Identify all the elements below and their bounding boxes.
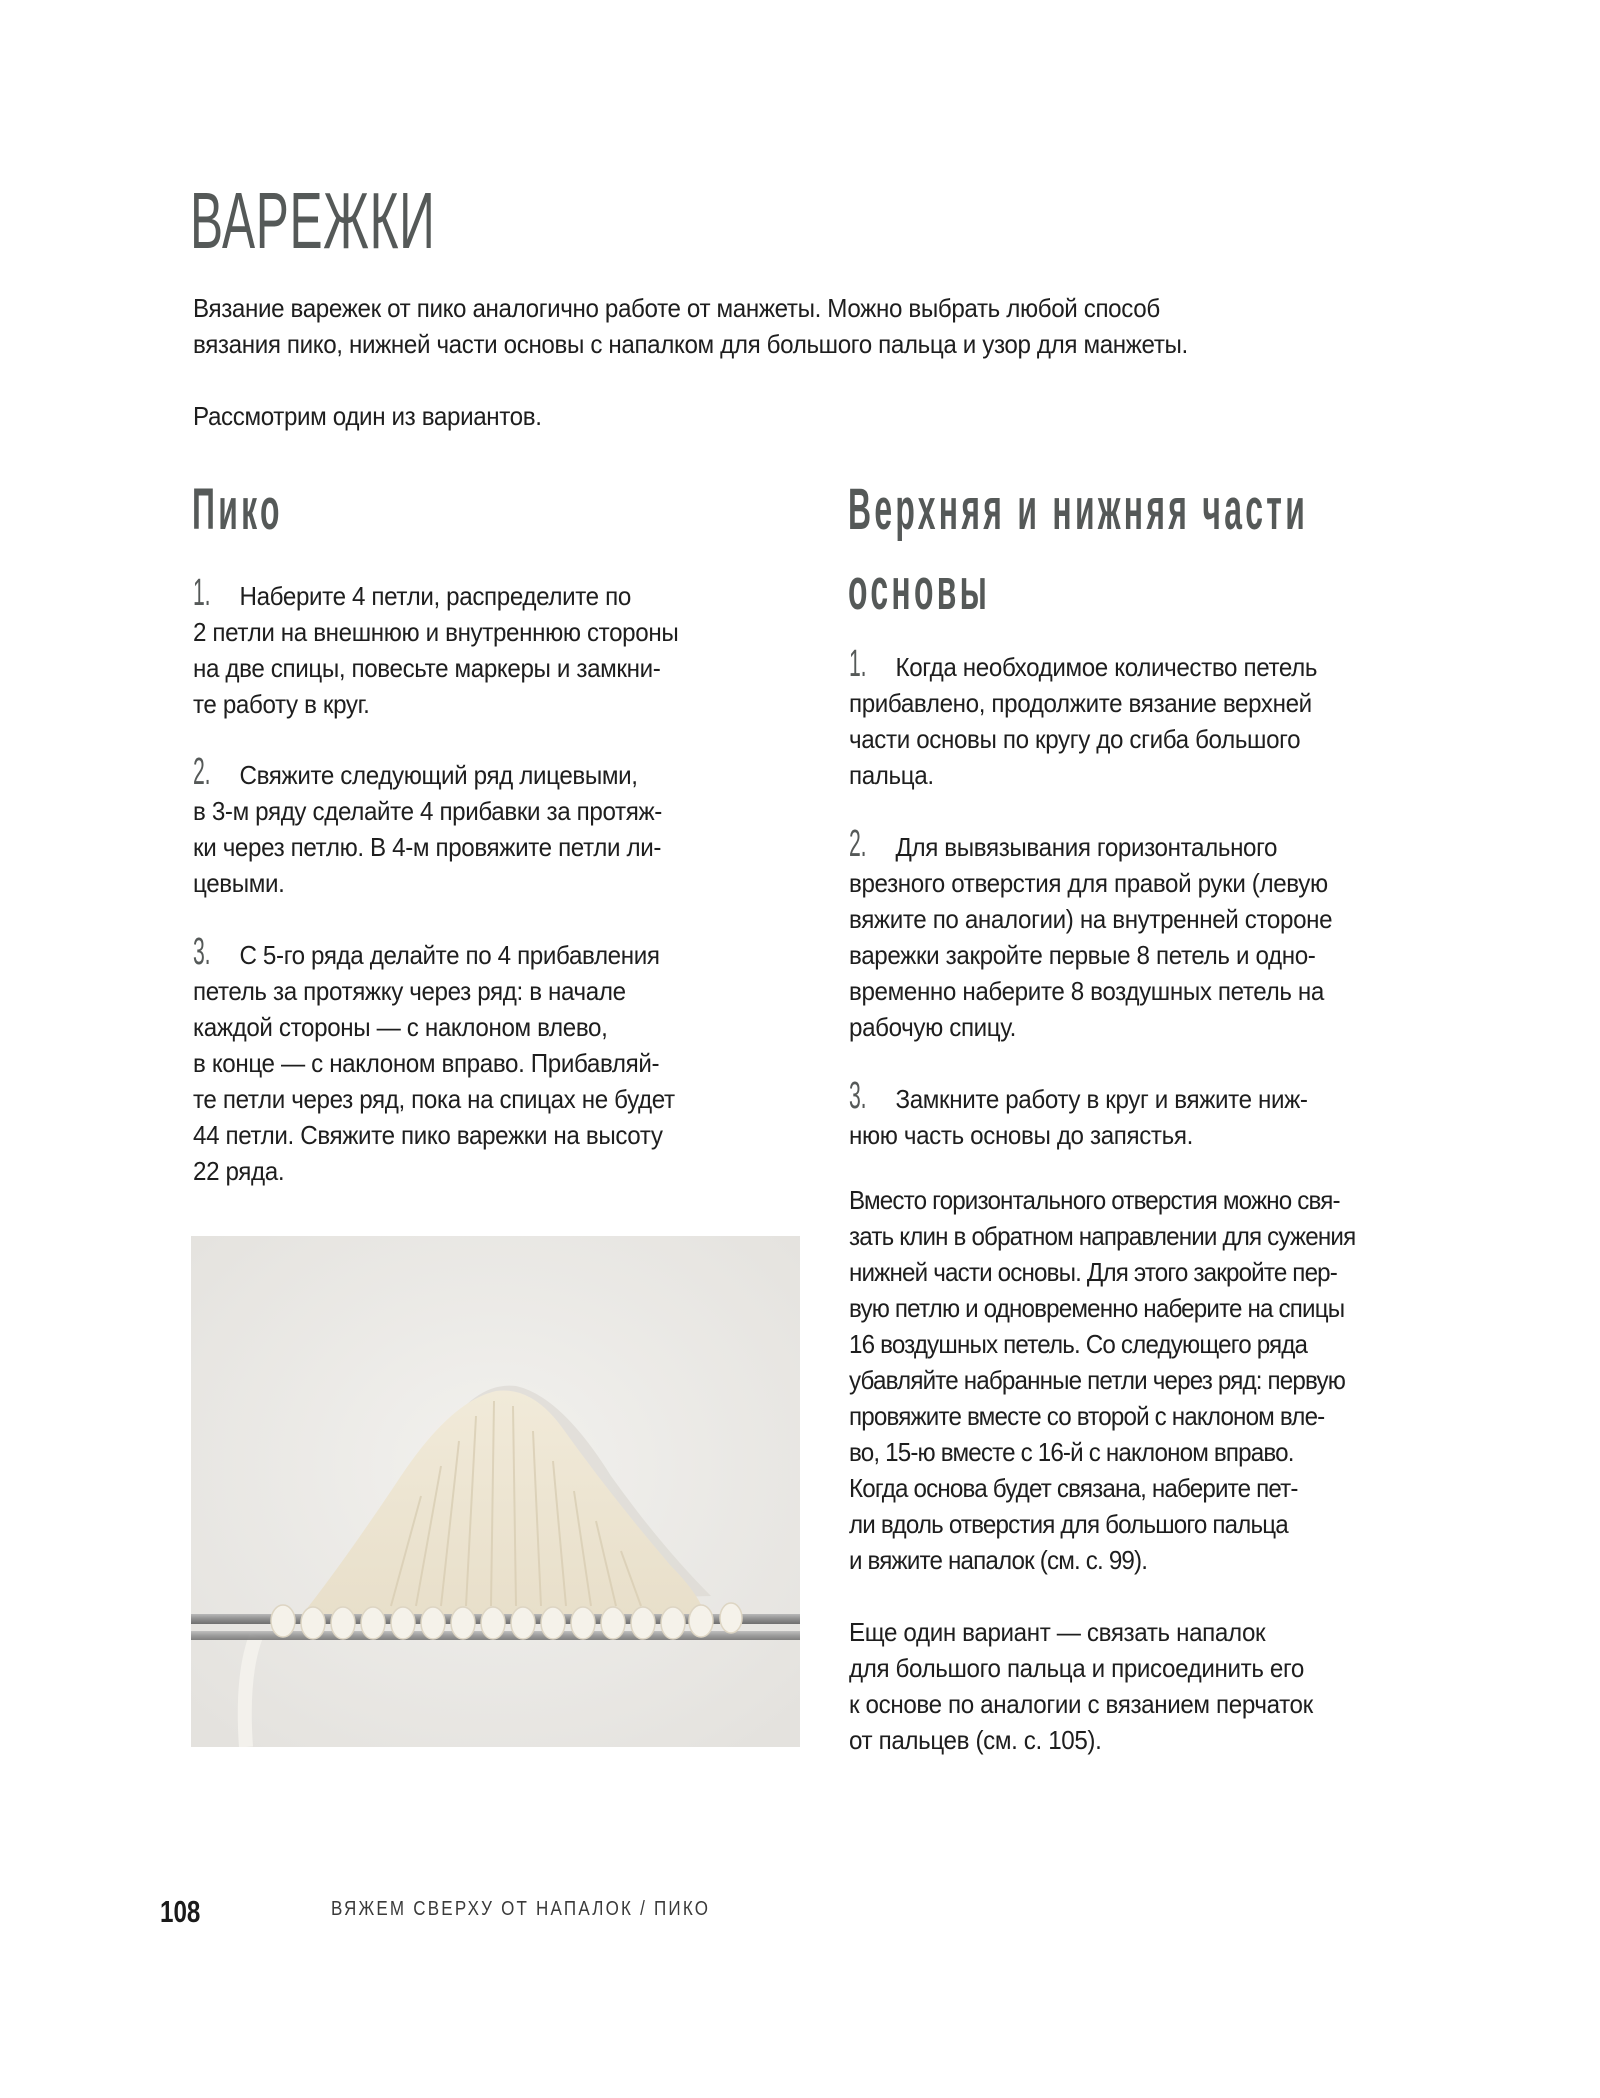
step-3-right xyxy=(849,1075,1342,1153)
step-text: ки через петлю. В 4-м провяжите петли ли- xyxy=(193,832,662,862)
knitting-photo xyxy=(191,1236,800,1747)
intro-line: вязания пико, нижней части основы с напалком для большого пальца и узор для манжеты. xyxy=(193,329,1188,359)
another-variant-paragraph xyxy=(849,1614,1348,1758)
step-number: 2. xyxy=(849,823,867,865)
step-text: Когда необходимое количество петель xyxy=(895,652,1318,682)
step-text: вяжите по аналогии) на внутренней стороне xyxy=(849,904,1333,934)
step-text: в конце — с наклоном вправо. Прибавляй- xyxy=(193,1048,660,1078)
step-text: 22 ряда. xyxy=(193,1156,285,1186)
step-text: Свяжите следующий ряд лицевыми, xyxy=(239,760,638,790)
step-text: 44 петли. Свяжите пико варежки на высоту xyxy=(193,1120,663,1150)
step-number: 2. xyxy=(193,751,211,793)
text-line: 16 воздушных петель. Со следующего ряда xyxy=(849,1329,1308,1359)
text-line: провяжите вместе со второй с наклоном вле- xyxy=(849,1401,1325,1431)
step-text: Для вывязывания горизонтального xyxy=(895,832,1278,862)
text-line: зать клин в обратном направлении для сужения xyxy=(849,1221,1356,1251)
text-line: вую петлю и одновременно наберите на спицы xyxy=(849,1293,1345,1323)
section-heading-base xyxy=(848,470,1308,630)
text-line: во, 15-ю вместе с 16-й с наклоном вправо. xyxy=(849,1437,1294,1467)
step-number: 1. xyxy=(193,572,211,614)
step-text: 2 петли на внешнюю и внутреннюю стороны xyxy=(193,617,679,647)
step-number: 1. xyxy=(849,643,867,685)
step-text: петель за протяжку через ряд: в начале xyxy=(193,976,626,1006)
page-title: ВАРЕЖКИ xyxy=(190,176,436,265)
text-line: и вяжите напалок (см. с. 99). xyxy=(849,1545,1148,1575)
step-text: варежки закройте первые 8 петель и одно- xyxy=(849,940,1316,970)
text-line: от пальцев (см. с. 105). xyxy=(849,1725,1102,1755)
step-text: в 3-м ряду сделайте 4 прибавки за протяж- xyxy=(193,796,662,826)
step-number: 3. xyxy=(193,931,211,973)
text-line: Когда основа будет связана, наберите пет- xyxy=(849,1473,1298,1503)
step-text: Замкните работу в круг и вяжите ниж- xyxy=(895,1084,1308,1114)
step-text: цевыми. xyxy=(193,868,285,898)
step-text: пальца. xyxy=(849,760,934,790)
step-text: каждой стороны — с наклоном влево, xyxy=(193,1012,608,1042)
text-line: для большого пальца и присоединить его xyxy=(849,1653,1304,1683)
step-text: части основы по кругу до сгиба большого xyxy=(849,724,1301,754)
heading-line: Верхняя и нижняя части xyxy=(848,477,1309,542)
step-2-right xyxy=(849,823,1369,1045)
step-number: 3. xyxy=(849,1075,867,1117)
heading-line: основы xyxy=(848,557,991,622)
step-text: на две спицы, повесьте маркеры и замкни- xyxy=(193,653,661,683)
intro-line: Рассмотрим один из вариантов. xyxy=(193,401,542,431)
intro-paragraph xyxy=(193,290,1263,362)
step-text: те петли через ряд, пока на спицах не будет xyxy=(193,1084,675,1114)
step-2-left xyxy=(193,751,697,901)
intro-line: Вязание варежек от пико аналогично работе от манжеты. Можно выбрать любой способ xyxy=(193,293,1160,323)
text-line: ли вдоль отверстия для большого пальца xyxy=(849,1509,1288,1539)
step-1-right xyxy=(849,643,1352,793)
text-line: Еще один вариант — связать напалок xyxy=(849,1617,1266,1647)
intro-paragraph-2 xyxy=(193,398,568,434)
step-3-left xyxy=(193,931,711,1189)
step-text: рабочую спицу. xyxy=(849,1012,1016,1042)
text-line: нижней части основы. Для этого закройте пер- xyxy=(849,1257,1338,1287)
text-line: Вместо горизонтального отверстия можно свя- xyxy=(849,1185,1340,1215)
step-text: врезного отверстия для правой руки (левую xyxy=(849,868,1328,898)
text-line: к основе по аналогии с вязанием перчаток xyxy=(849,1689,1313,1719)
step-text: С 5-го ряда делайте по 4 прибавления xyxy=(239,940,660,970)
step-text: Наберите 4 петли, распределите по xyxy=(239,581,631,611)
running-head: ВЯЖЕМ СВЕРХУ ОТ НАПАЛОК / ПИКО xyxy=(331,1898,711,1920)
text-line: убавляйте набранные петли через ряд: первую xyxy=(849,1365,1346,1395)
alternative-paragraph xyxy=(849,1182,1393,1578)
step-1-left xyxy=(193,572,715,722)
step-text: временно наберите 8 воздушных петель на xyxy=(849,976,1324,1006)
step-text: прибавлено, продолжите вязание верхней xyxy=(849,688,1312,718)
step-text: те работу в круг. xyxy=(193,689,370,719)
knitted-pico-illustration xyxy=(191,1236,800,1747)
section-heading-piko: Пико xyxy=(192,477,283,542)
step-text: нюю часть основы до запястья. xyxy=(849,1120,1193,1150)
page-number: 108 xyxy=(160,1894,201,1929)
